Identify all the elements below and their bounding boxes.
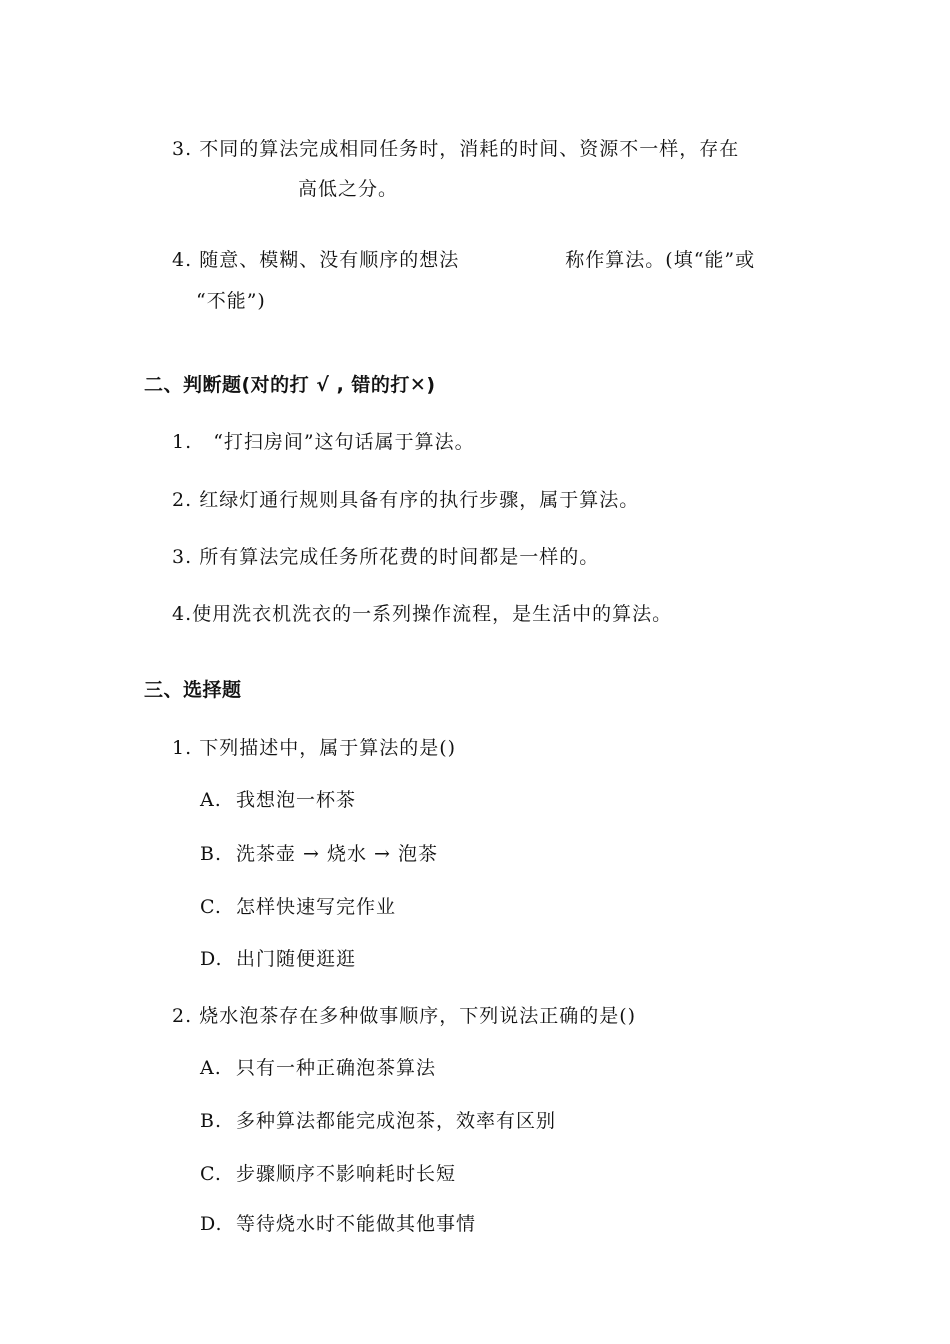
judge-item-1 (172, 429, 475, 455)
fill-question-4-line1 (172, 247, 755, 273)
choice-question-2-stem (172, 1003, 636, 1029)
option-letter: B. (200, 843, 223, 865)
option-text: 怎样快速写完作业 (236, 896, 397, 918)
option-letter: B. (200, 1110, 223, 1132)
item-text: 红绿灯通行规则具备有序的执行步骤，属于算法。 (199, 489, 640, 511)
question-stem: 下列描述中，属于算法的是() (199, 737, 457, 759)
item-text: “打扫房间”这句话属于算法。 (213, 431, 475, 453)
item-number: 3. (172, 546, 193, 568)
item-text: 使用洗衣机洗衣的一系列操作流程，是生活中的算法。 (192, 603, 673, 625)
question-stem: 烧水泡茶存在多种做事顺序，下列说法正确的是() (199, 1005, 637, 1027)
option-text: 出门随便逛逛 (236, 948, 357, 970)
item-number: 4. (172, 603, 193, 625)
choice-2-option-b (200, 1108, 556, 1134)
choice-1-option-a (200, 787, 356, 813)
option-text: 我想泡一杯茶 (236, 789, 357, 811)
option-letter: A. (200, 789, 222, 811)
choice-1-option-d (200, 946, 356, 972)
item-text: 所有算法完成任务所花费的时间都是一样的。 (199, 546, 600, 568)
fill-question-4-line2 (196, 288, 266, 314)
option-letter: A. (200, 1057, 222, 1079)
question-number: 1. (172, 737, 193, 759)
choice-2-option-d (200, 1211, 476, 1237)
judge-item-3 (172, 544, 599, 570)
question-number: 3. (172, 138, 193, 160)
fill-question-3-line2 (298, 176, 398, 202)
question-text: 随意、模糊、没有顺序的想法 (199, 249, 460, 271)
option-letter: C. (200, 1163, 222, 1185)
option-text: 步骤顺序不影响耗时长短 (236, 1163, 457, 1185)
judge-section-heading: 二、判断题(对的打 √ , 错的打✕) (144, 374, 436, 396)
question-number: 4. (172, 249, 193, 271)
choice-1-option-b (200, 841, 438, 867)
option-text: 洗茶壶 → 烧水 → 泡茶 (236, 843, 438, 865)
choice-question-1-stem (172, 735, 456, 761)
option-letter: D. (200, 1213, 223, 1235)
option-letter: C. (200, 896, 222, 918)
item-number: 1. (172, 431, 193, 453)
option-letter: D. (200, 948, 223, 970)
judge-item-2 (172, 487, 639, 513)
question-text: 不同的算法完成相同任务时，消耗的时间、资源不一样，存在 (199, 138, 740, 160)
option-text: 多种算法都能完成泡茶，效率有区别 (236, 1110, 557, 1132)
fill-question-3-line1 (172, 136, 739, 162)
judge-item-4 (172, 601, 672, 627)
choice-section-heading: 三、选择题 (144, 679, 242, 701)
question-text-continued: 高低之分。 (298, 178, 399, 200)
option-text: 等待烧水时不能做其他事情 (236, 1213, 477, 1235)
question-text-after-blank: 称作算法。(填“能”或 (565, 249, 756, 271)
item-number: 2. (172, 489, 193, 511)
option-text: 只有一种正确泡茶算法 (236, 1057, 437, 1079)
choice-1-option-c (200, 894, 396, 920)
question-number: 2. (172, 1005, 193, 1027)
choice-2-option-a (200, 1055, 436, 1081)
question-text-continued: “不能”) (196, 290, 266, 312)
choice-2-option-c (200, 1161, 456, 1187)
